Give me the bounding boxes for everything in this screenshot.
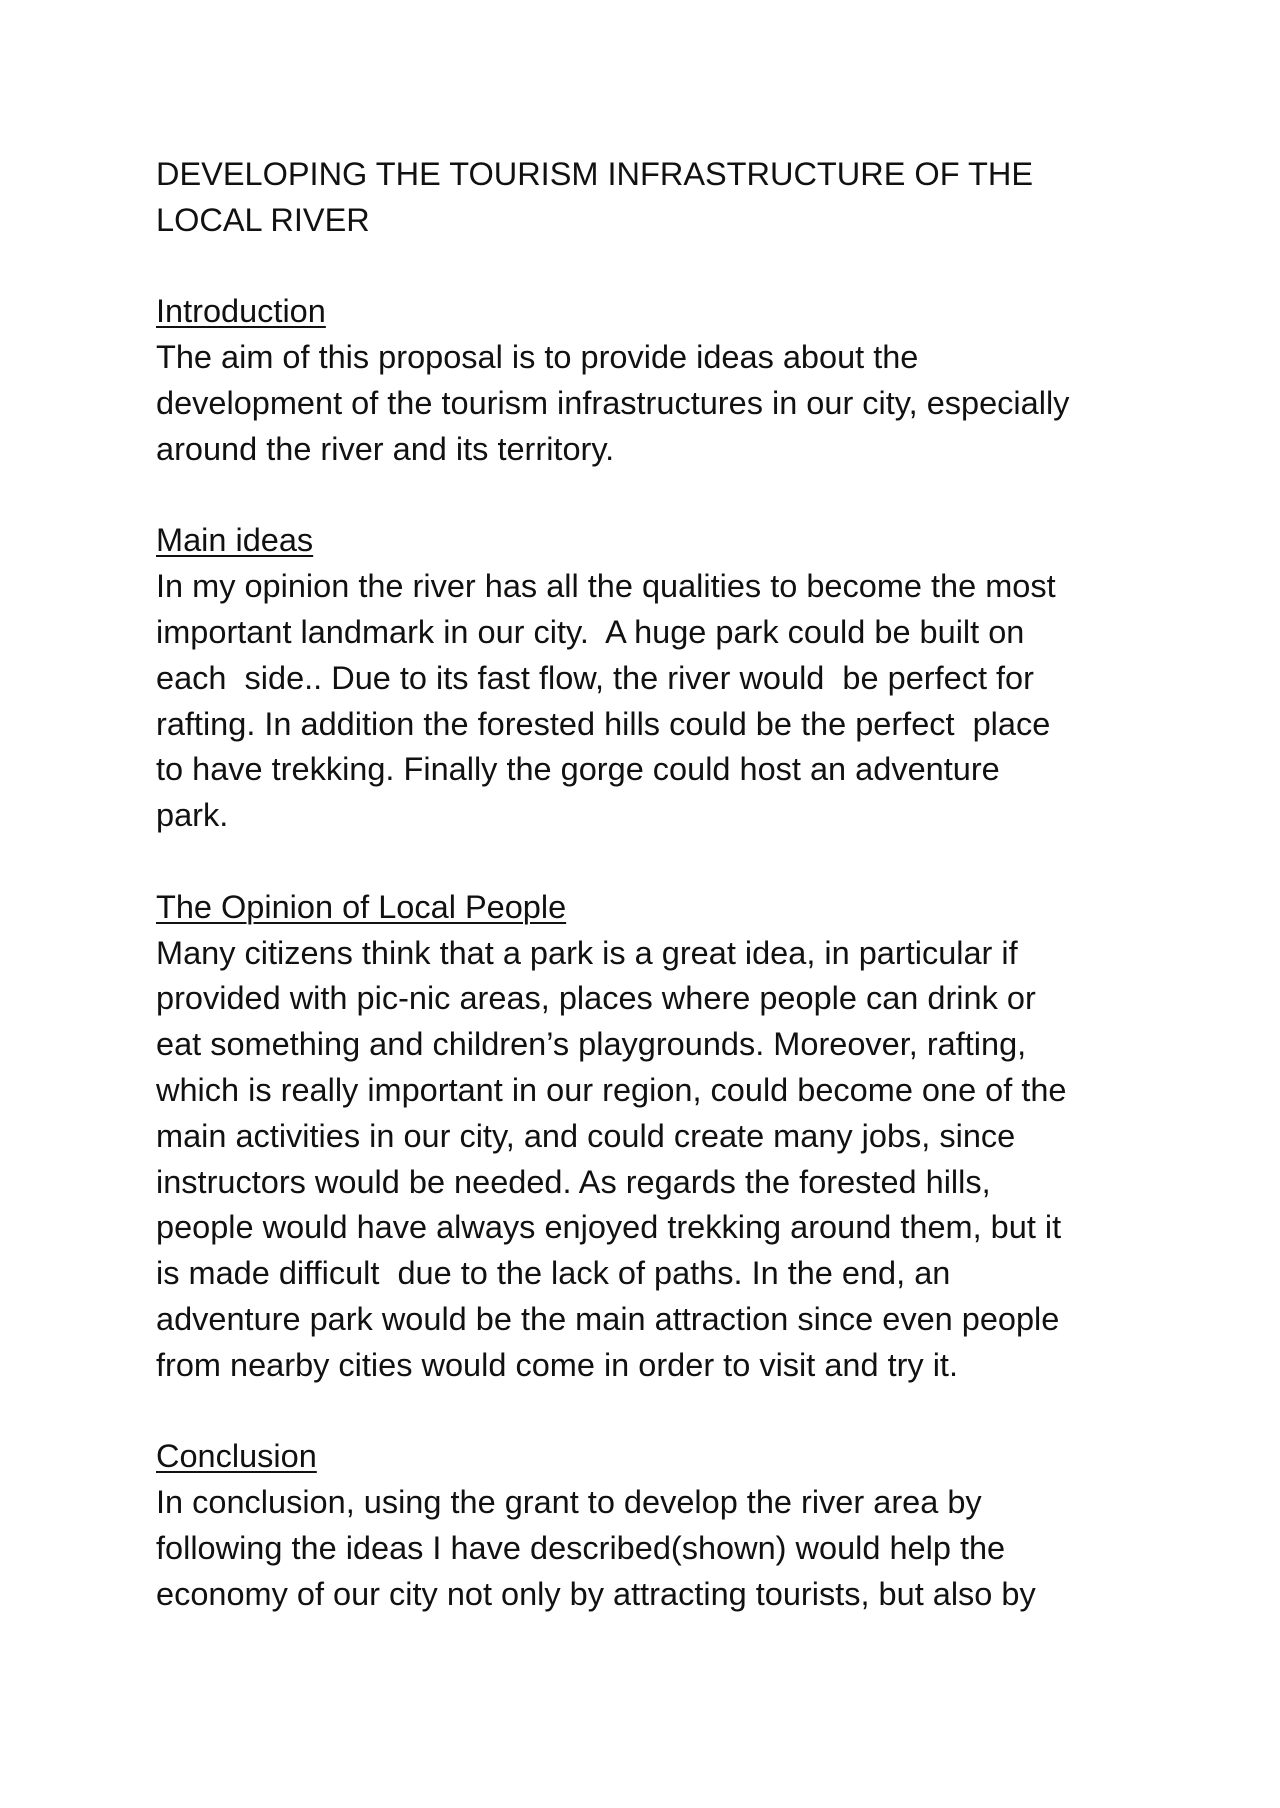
paragraph-line: from nearby cities would come in order to visit and try it. xyxy=(156,1346,958,1383)
paragraph-line: is made difficult due to the lack of paths. In the end, an xyxy=(156,1255,951,1292)
section-local-opinion xyxy=(156,885,1156,1389)
paragraph-line: which is really important in our region, could become one of the xyxy=(156,1071,1067,1108)
paragraph-line: Many citizens think that a park is a great idea, in particular if xyxy=(156,934,1018,971)
document-page xyxy=(156,152,1156,1663)
paragraph-line: The aim of this proposal is to provide ideas about the xyxy=(156,339,919,376)
paragraph-line: following the ideas I have described(shown) would help the xyxy=(156,1529,1006,1566)
paragraph-line: development of the tourism infrastructures in our city, especially xyxy=(156,384,1070,421)
paragraph-line: adventure park would be the main attraction since even people xyxy=(156,1300,1060,1337)
paragraph-line: park. xyxy=(156,797,229,834)
section-conclusion xyxy=(156,1434,1156,1617)
section-introduction xyxy=(156,289,1156,472)
paragraph-line: economy of our city not only by attracting tourists, but also by xyxy=(156,1575,1036,1612)
section-heading: Conclusion xyxy=(156,1438,317,1475)
paragraph-line: to have trekking. Finally the gorge could host an adventure xyxy=(156,751,1000,788)
section-main-ideas xyxy=(156,518,1156,839)
paragraph-line: main activities in our city, and could create many jobs, since xyxy=(156,1117,1016,1154)
paragraph-line: each side.. Due to its fast flow, the river would be perfect for xyxy=(156,659,1034,696)
paragraph-line: around the river and its territory. xyxy=(156,430,615,467)
paragraph-line: people would have always enjoyed trekking around them, but it xyxy=(156,1209,1062,1246)
paragraph-line: provided with pic-nic areas, places where people can drink or xyxy=(156,980,1036,1017)
title-line: DEVELOPING THE TOURISM INFRASTRUCTURE OF THE xyxy=(156,156,1034,192)
paragraph-line: important landmark in our city. A huge park could be built on xyxy=(156,613,1025,650)
paragraph-line: eat something and children’s playgrounds. Moreover, rafting, xyxy=(156,1026,1027,1063)
section-heading: Introduction xyxy=(156,293,326,330)
document-title xyxy=(156,152,1156,244)
title-line: LOCAL RIVER xyxy=(156,201,370,238)
section-heading: The Opinion of Local People xyxy=(156,888,567,925)
paragraph-line: In my opinion the river has all the qualities to become the most xyxy=(156,568,1056,605)
paragraph-line: instructors would be needed. As regards the forested hills, xyxy=(156,1163,991,1200)
paragraph-line: rafting. In addition the forested hills could be the perfect place xyxy=(156,705,1051,742)
section-heading: Main ideas xyxy=(156,522,314,559)
paragraph-line: In conclusion, using the grant to develop the river area by xyxy=(156,1484,982,1521)
